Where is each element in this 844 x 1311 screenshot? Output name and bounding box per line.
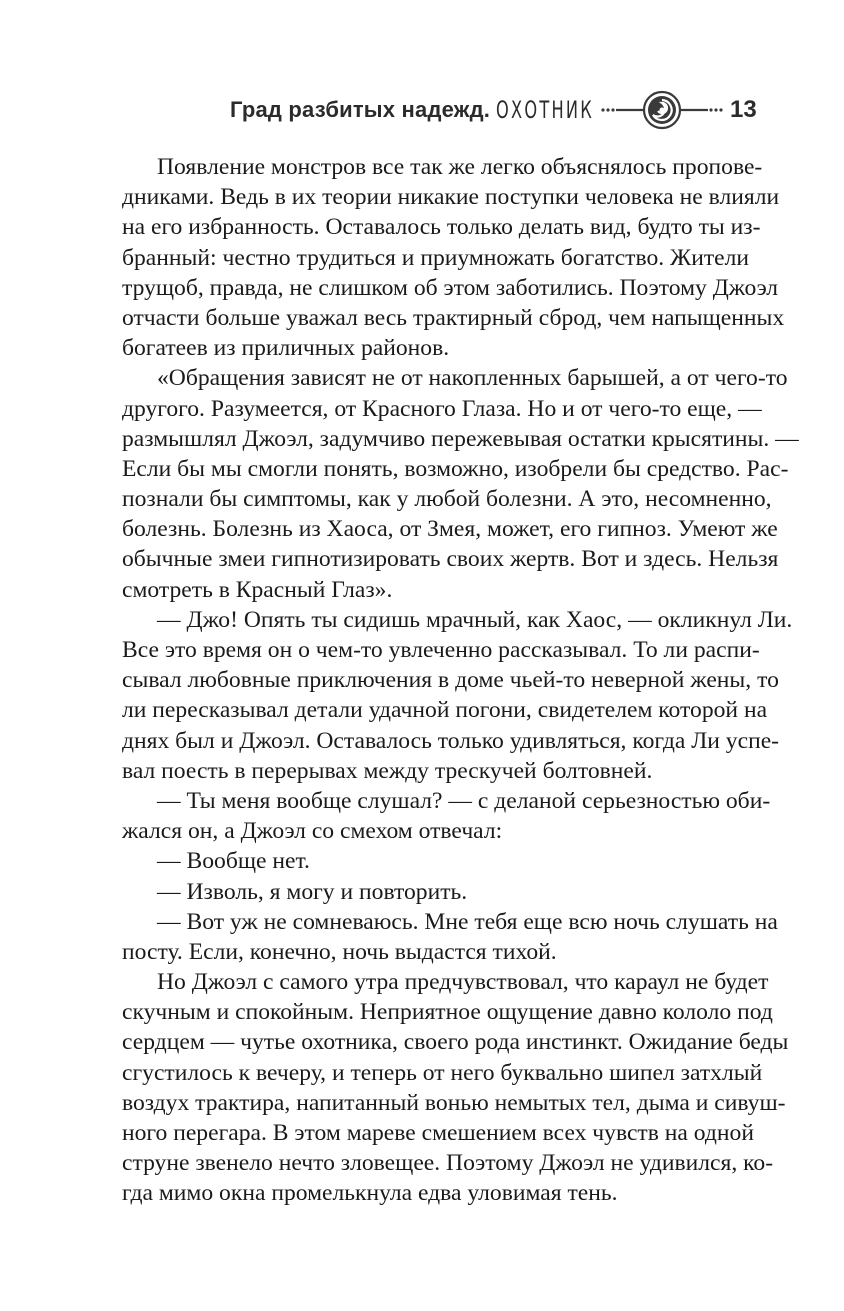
text-line: сгустилось к вечеру, и теперь от него буквально шипел затхлый	[122, 1059, 763, 1086]
text-line: — Вот уж не сомневаюсь. Мне тебя еще всю ночь слушать на	[157, 908, 778, 935]
text-line: ли пересказывал детали удачной погони, свидетелем которой на	[122, 697, 768, 724]
text-line: познали бы симптомы, как у любой болезни. А это, несомненно,	[122, 486, 772, 513]
text-line: смотреть в Красный Глаз».	[122, 576, 393, 603]
text-line: «Обращения зависят не от накопленных барышей, а от чего-то	[157, 365, 788, 392]
text-line: — Вообще нет.	[157, 848, 310, 875]
series-title: ОХОТНИК	[496, 96, 595, 124]
paragraph	[122, 152, 785, 363]
text-line: обычные змеи гипнотизировать своих жертв. Вот и здесь. Нельзя	[122, 546, 779, 573]
text-line: Все это время он о чем-то увлеченно рассказывал. То ли распи-	[122, 637, 760, 663]
text-line: — Ты меня вообще слушал? — с деланой серьезностью оби-	[157, 787, 771, 814]
text-line: сывал любовные приключения в доме чьей-то неверной жены, то	[122, 667, 779, 694]
running-header	[230, 88, 757, 132]
text-line: Появление монстров все так же легко объяснялось пропове-	[157, 154, 763, 180]
text-line: жался он, а Джоэл со смехом отвечал:	[122, 818, 503, 845]
paragraph	[122, 605, 793, 786]
paragraph	[122, 907, 778, 967]
text-line: днях был и Джоэл. Оставалось только удивляться, когда Ли успе-	[122, 727, 780, 754]
text-line: богатеев из приличных районов.	[122, 335, 450, 362]
text-line: отчасти больше уважал весь трактирный сброд, чем напыщенных	[122, 304, 785, 331]
paragraph	[122, 363, 799, 605]
text-line: — Изволь, я могу и повторить.	[157, 878, 468, 905]
text-line: струне звенело нечто зловещее. Поэтому Джоэл не удивился, ко-	[122, 1150, 774, 1177]
text-line: посту. Если, конечно, ночь выдастся тихой.	[122, 938, 557, 965]
text-line: дниками. Ведь в их теории никакие поступки человека не влияли	[122, 184, 780, 211]
text-line: вал поесть в перерывах между трескучей болтовней.	[122, 757, 653, 784]
paragraph	[122, 846, 728, 876]
paragraph	[122, 967, 789, 1209]
text-line: воздух трактира, напитанный вонью немытых тел, дыма и сивуш-	[122, 1089, 786, 1116]
text-line: — Джо! Опять ты сидишь мрачный, как Хаос, — окликнул Ли.	[157, 606, 793, 633]
text-line: болезнь. Болезнь из Хаоса, от Змея, может, его гипноз. Умеют же	[122, 516, 778, 543]
text-line: на его избранность. Оставалось только делать вид, будто ты из-	[122, 214, 761, 241]
text-line: ного перегара. В этом мареве смешением всех чувств на одной	[122, 1120, 754, 1146]
paragraph	[122, 786, 771, 846]
text-line: трущоб, правда, не слишком об этом заботились. Поэтому Джоэл	[122, 274, 779, 301]
text-line: гда мимо окна промелькнула едва уловимая тень.	[122, 1180, 618, 1207]
text-line: Но Джоэл с самого утра предчувствовал, что караул не будет	[157, 969, 769, 996]
text-line: другого. Разумеется, от Красного Глаза. Но и от чего-то еще, —	[122, 395, 762, 422]
spiral-ornament-icon	[600, 90, 724, 130]
body-text	[122, 152, 799, 1209]
text-line: сердцем — чутье охотника, своего рода инстинкт. Ожидание беды	[122, 1029, 789, 1056]
book-title: Град разбитых надежд.	[230, 97, 491, 122]
text-line: Если бы мы смогли понять, возможно, изобрели бы средство. Рас-	[122, 455, 789, 482]
paragraph	[122, 877, 728, 907]
text-line: размышлял Джоэл, задумчиво пережевывая остатки крысятины. —	[122, 425, 799, 452]
text-line: скучным и спокойным. Неприятное ощущение давно кололо под	[122, 999, 773, 1026]
text-line: бранный: честно трудиться и приумножать богатство. Жители	[122, 244, 750, 271]
page-number: 13	[730, 96, 757, 123]
